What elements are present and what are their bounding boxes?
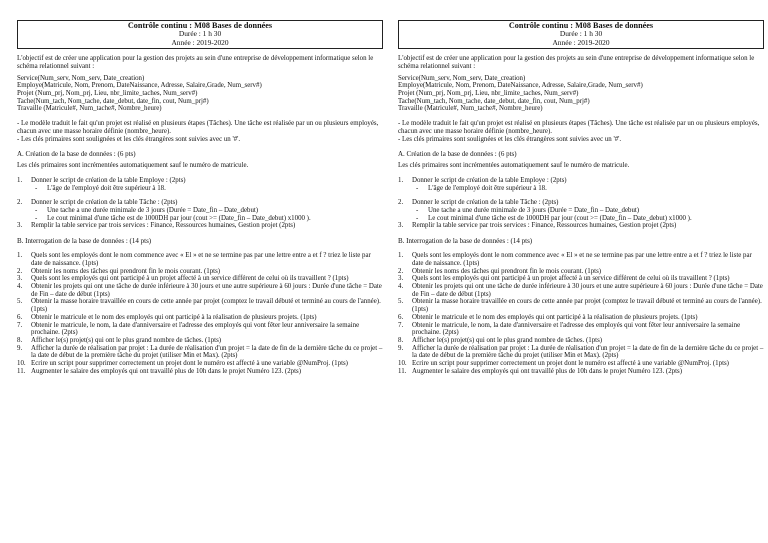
question-text: Afficher le(s) projet(s) qui ont le plus grand nombre de tâches. (1pts)	[412, 336, 603, 344]
question-a1	[398, 177, 764, 185]
question-number: 10.	[17, 360, 26, 368]
question-b7	[17, 322, 383, 337]
question-a2-sub2	[398, 215, 764, 223]
question-text: Quels sont les employés dont le nom commence avec « El » et ne se termine pas par une lettre entre a et f ? triez le liste par date de naissance. (1pts)	[31, 252, 371, 267]
question-text: Ecrire un script pour supprimer correctement un projet dont le numéro est affecté à une variable @NumProj. (1pts)	[31, 360, 348, 368]
question-number: 2.	[398, 199, 404, 207]
question-b10	[398, 360, 764, 368]
question-text: Augmenter le salaire des employés qui ont travaillé plus de 10h dans le projet Numéro 123. (2pts)	[31, 367, 302, 375]
sub-text: Le cout minimal d'une tâche est de 1000DH par jour (cout >= (Date_fin – Date_debut) x1000 ).	[47, 214, 311, 222]
question-text: Obtenir le matricule et le nom des employés qui ont participé à la réalisation de plusieurs projets. (1pts)	[412, 313, 698, 321]
section-b-title: B. Interrogation de la base de données : (14 pts)	[398, 237, 533, 246]
dash-bullet: -	[35, 184, 38, 192]
question-number: 1.	[17, 176, 23, 184]
exam-title: Contrôle continu : M08 Bases de données	[127, 21, 273, 30]
question-number: 11.	[17, 367, 26, 375]
section-a-note: Les clés primaires sont incrémentées automatiquement sauf le numéro de matricule.	[17, 162, 249, 170]
question-number: 6.	[398, 313, 404, 321]
question-b6	[17, 314, 383, 322]
question-text: Obtenir la masse horaire travaillée en cours de cette année par projet (comptez le travail débuté et terminé au cours de l'année). (1pts)	[31, 298, 381, 314]
exam-title: Contrôle continu : M08 Bases de données	[508, 21, 654, 30]
schema-line-tache: Tache(Num_tach, Nom_tache, date_debut, date_fin, cout, Num_prj#)	[398, 97, 590, 105]
question-number: 1.	[398, 176, 404, 184]
question-text: Ecrire un script pour supprimer correctement un projet dont le numéro est affecté à une variable @NumProj. (1pts)	[412, 360, 729, 368]
question-text: Obtenir les projets qui ont une tâche de durée inférieure à 30 jours et une autre supérieure à 60 jours : Durée d'une tâche = Date de Fin – date de début (1pts)	[31, 282, 382, 298]
question-text: Quels sont les employés dont le nom commence avec « El » et ne se termine pas par une lettre entre a et f ? triez le liste par date de naissance. (1pts)	[412, 252, 752, 267]
question-a1-sub1	[398, 185, 764, 193]
question-b9	[398, 345, 764, 360]
question-number: 3.	[398, 275, 404, 283]
question-number: 6.	[17, 313, 23, 321]
question-b5	[398, 298, 764, 313]
question-number: 8.	[398, 336, 404, 344]
question-text: Afficher la durée de réalisation par projet : La durée de réalisation d'un projet = la date de fin de la dernière tâche du ce projet – la date de début de la première tâche du projet (utiliser Min et Max). (2pts)	[31, 344, 383, 360]
note-model: - Le modèle traduit le fait qu'un projet est réalisé en plusieurs étapes (Tâches). Une tâche est réalisée par un ou plusieurs employés, chacun avec une masse horaire définie (nombre_heure).	[398, 120, 760, 135]
note-keys: - Les clés primaires sont soulignées et les clés étrangères sont suivies avec un '#'.	[398, 135, 622, 143]
question-number: 4.	[17, 282, 23, 290]
question-text: Remplir la table service par trois services : Finance, Ressources humaines, Gestion projet (2pts)	[412, 222, 677, 230]
question-b11	[17, 368, 383, 376]
question-b11	[398, 368, 764, 376]
question-b2	[17, 268, 383, 276]
question-text: Donner le script de création de la table Employe : (2pts)	[412, 176, 567, 184]
question-b3	[17, 275, 383, 283]
question-text: Donner le script de création de la table Employe : (2pts)	[31, 176, 186, 184]
question-number: 2.	[17, 199, 23, 207]
section-b-list	[398, 252, 764, 375]
question-a1-sub1	[17, 185, 383, 193]
question-number: 5.	[398, 298, 404, 306]
question-text: Donner le script de création de la table Tâche : (2pts)	[31, 199, 178, 207]
question-b9	[17, 345, 383, 360]
exam-year: Année : 2019-2020	[171, 37, 229, 47]
question-a3	[398, 222, 764, 230]
intro-paragraph: L'objectif est de créer une application pour la gestion des projets au sein d'une entreprise de développement informatique selon le schéma relationnel suivant :	[398, 55, 755, 70]
sub-text: L'âge de l'employé doit être supérieur à 18.	[428, 184, 547, 192]
intro-paragraph: L'objectif est de créer une application pour la gestion des projets au sein d'une entreprise de développement informatique selon le schéma relationnel suivant :	[17, 55, 374, 70]
left-column	[17, 20, 383, 375]
section-b-title: B. Interrogation de la base de données : (14 pts)	[17, 237, 152, 246]
question-b3	[398, 275, 764, 283]
question-number: 1.	[398, 252, 404, 260]
header-box	[398, 20, 764, 49]
question-number: 3.	[17, 222, 23, 230]
dash-bullet: -	[416, 214, 419, 222]
question-a2	[398, 199, 764, 207]
question-text: Augmenter le salaire des employés qui ont travaillé plus de 10h dans le projet Numéro 123. (2pts)	[412, 367, 683, 375]
schema-line-tache: Tache(Num_tach, Nom_tache, date_debut, date_fin, cout, Num_prj#)	[17, 97, 209, 105]
question-text: Afficher la durée de réalisation par projet : La durée de réalisation d'un projet = la date de fin de la dernière tâche du ce projet – la date de début de la première tâche du projet (utiliser Min et Max). (2pts)	[412, 344, 764, 360]
section-a-title: A. Création de la base de données : (6 pts)	[17, 150, 136, 159]
exam-year: Année : 2019-2020	[552, 37, 610, 47]
question-number: 2.	[398, 267, 404, 275]
question-a2	[17, 199, 383, 207]
question-b10	[17, 360, 383, 368]
section-a-title: A. Création de la base de données : (6 pts)	[398, 150, 517, 159]
question-text: Obtenir les projets qui ont une tâche de durée inférieure à 30 jours et une autre supérieure à 60 jours : Durée d'une tâche = Date de Fin – date de début (1pts)	[412, 282, 763, 298]
right-column	[398, 20, 764, 375]
question-a1	[17, 177, 383, 185]
question-text: Remplir la table service par trois services : Finance, Ressources humaines, Gestion projet (2pts)	[31, 222, 296, 230]
dash-bullet: -	[35, 214, 38, 222]
dash-bullet: -	[35, 207, 38, 215]
question-text: Obtenir le matricule et le nom des employés qui ont participé à la réalisation de plusieurs projets. (1pts)	[31, 313, 317, 321]
question-text: Obtenir le matricule, le nom, la date d'anniversaire et l'adresse des employés qui vont fêter leur anniversaire la semaine prochaine. (2pts)	[412, 321, 741, 337]
question-a2-sub2	[17, 215, 383, 223]
schema-line-travaille: Travaille (Matricule#, Num_tache#, Nombre_heure)	[17, 105, 162, 113]
question-a2-sub1	[398, 207, 764, 215]
question-number: 9.	[398, 344, 404, 352]
schema-line-employe: Employe(Matricule, Nom, Prenom, DateNaissance, Adresse, Salaire,Grade, Num_serv#)	[17, 82, 262, 90]
exam-duration: Durée : 1 h 30	[559, 29, 603, 39]
question-text: Obtenir les noms des tâches qui prendront fin le mois courant. (1pts)	[412, 267, 602, 275]
schema-line-projet: Projet (Num_prj, Nom_prj, Lieu, nbr_limite_taches, Num_serv#)	[398, 90, 579, 98]
question-b2	[398, 268, 764, 276]
question-number: 9.	[17, 344, 23, 352]
question-number: 8.	[17, 336, 23, 344]
question-b8	[17, 337, 383, 345]
question-b4	[398, 283, 764, 298]
sub-text: Le cout minimal d'une tâche est de 1000DH par jour (cout >= (Date_fin – Date_debut) x1000 ).	[428, 214, 692, 222]
question-number: 5.	[17, 298, 23, 306]
question-b5	[17, 298, 383, 313]
question-number: 1.	[17, 252, 23, 260]
question-text: Afficher le(s) projet(s) qui ont le plus grand nombre de tâches. (1pts)	[31, 336, 222, 344]
question-b1	[398, 252, 764, 267]
question-b8	[398, 337, 764, 345]
dash-bullet: -	[416, 207, 419, 215]
sub-text: L'âge de l'employé doit être supérieur à 18.	[47, 184, 166, 192]
question-number: 7.	[17, 321, 23, 329]
question-a2-sub1	[17, 207, 383, 215]
question-number: 11.	[398, 367, 407, 375]
schema-line-employe: Employe(Matricule, Nom, Prenom, DateNaissance, Adresse, Salaire,Grade, Num_serv#)	[398, 82, 643, 90]
dash-bullet: -	[416, 184, 419, 192]
question-b4	[17, 283, 383, 298]
question-b1	[17, 252, 383, 267]
question-number: 3.	[17, 275, 23, 283]
schema-line-projet: Projet (Num_prj, Nom_prj, Lieu, nbr_limite_taches, Num_serv#)	[17, 90, 198, 98]
exam-duration: Durée : 1 h 30	[178, 29, 222, 39]
schema-line-service: Service(Num_serv, Nom_serv, Date_creation)	[398, 74, 526, 82]
question-text: Obtenir les noms des tâches qui prendront fin le mois courant. (1pts)	[31, 267, 221, 275]
sub-text: Une tache a une durée minimale de 3 jours (Durée = Date_fin – Date_debut)	[47, 207, 259, 215]
question-text: Quels sont les employés qui ont participé à un projet affecté à un service différent de celui où ils travaillent ? (1pts)	[31, 275, 349, 283]
question-a3	[17, 222, 383, 230]
question-number: 2.	[17, 267, 23, 275]
question-text: Quels sont les employés qui ont participé à un projet affecté à un service différent de celui où ils travaillent ? (1pts)	[412, 275, 730, 283]
schema-line-service: Service(Num_serv, Nom_serv, Date_creation)	[17, 74, 145, 82]
question-number: 10.	[398, 360, 407, 368]
note-keys: - Les clés primaires sont soulignées et les clés étrangères sont suivies avec un '#'.	[17, 135, 241, 143]
section-b-list	[17, 252, 383, 375]
question-b7	[398, 322, 764, 337]
question-text: Obtenir la masse horaire travaillée en cours de cette année par projet (comptez le travail débuté et terminé au cours de l'année). (1pts)	[412, 298, 762, 314]
question-number: 3.	[398, 222, 404, 230]
header-box	[17, 20, 383, 49]
section-a-note: Les clés primaires sont incrémentées automatiquement sauf le numéro de matricule.	[398, 162, 630, 170]
question-b6	[398, 314, 764, 322]
schema-line-travaille: Travaille (Matricule#, Num_tache#, Nombre_heure)	[398, 105, 543, 113]
question-text: Donner le script de création de la table Tâche : (2pts)	[412, 199, 559, 207]
note-model: - Le modèle traduit le fait qu'un projet est réalisé en plusieurs étapes (Tâches). Une tâche est réalisée par un ou plusieurs employés, chacun avec une masse horaire définie (nombre_heure).	[17, 120, 379, 135]
question-number: 7.	[398, 321, 404, 329]
question-number: 4.	[398, 282, 404, 290]
question-text: Obtenir le matricule, le nom, la date d'anniversaire et l'adresse des employés qui vont fêter leur anniversaire la semaine prochaine. (2pts)	[31, 321, 360, 337]
sub-text: Une tache a une durée minimale de 3 jours (Durée = Date_fin – Date_debut)	[428, 207, 640, 215]
